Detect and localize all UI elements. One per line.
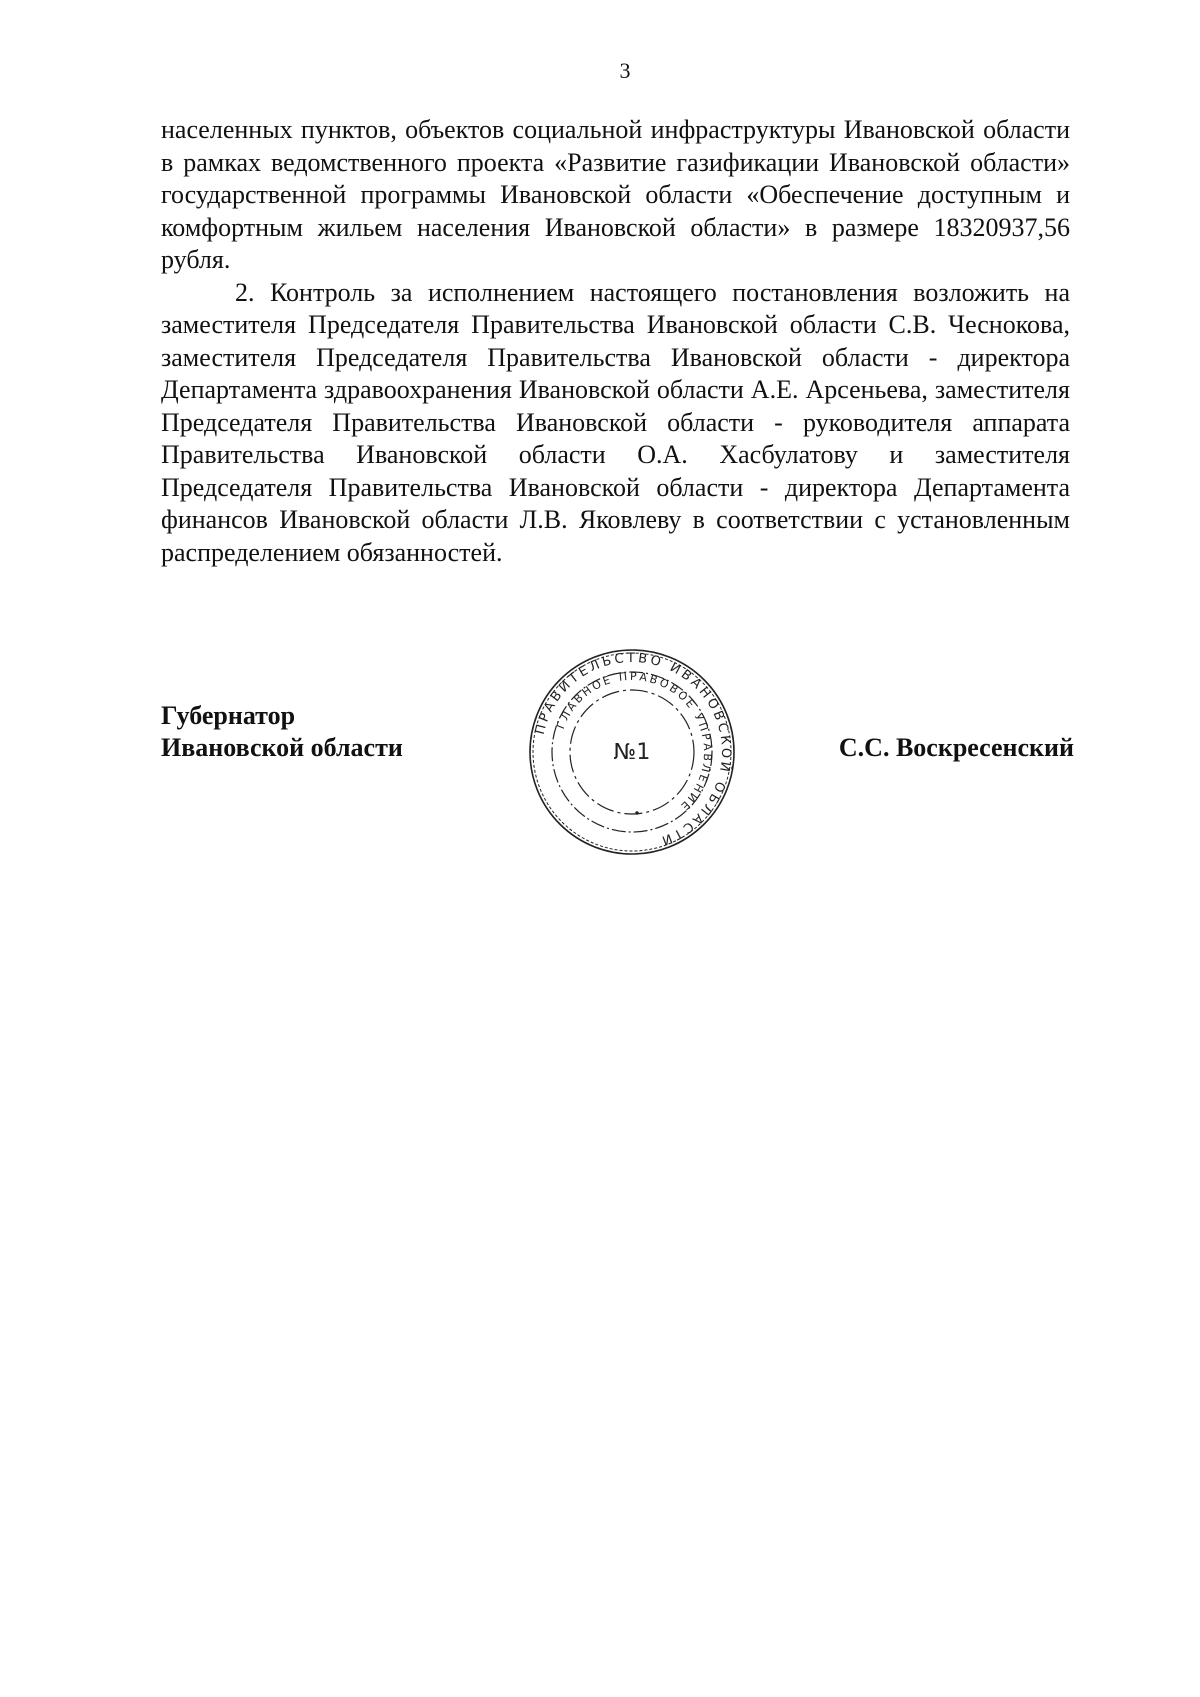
stamp-outer-text: ПРАВИТЕЛЬСТВО ИВАНОВСКОЙ ОБЛАСТИ — [532, 650, 734, 849]
document-body — [161, 114, 1070, 569]
paragraph-continuation: населенных пунктов, объектов социальной инфраструктуры Ивановской области в рамках ведомственного проекта «Развитие газификации Ивановской области» государственной программы Ивановской области «Обеспечение доступным и комфортным жильем населения Ивановской области» в размере 18320937,56 рубля. — [161, 115, 1070, 274]
page-number: 3 — [619, 58, 631, 83]
signature-position-line1: Губернатор — [161, 701, 296, 730]
stamp-seal-icon — [527, 647, 737, 857]
paragraph-control-clause: 2. Контроль за исполнением настоящего постановления возложить на заместителя Председателя Правительства Ивановской области С.В. Чеснокова, заместителя Председателя Правительства Ивановской области - директора Департамента здравоохранения Ивановской области А.Е. Арсеньева, заместителя Председателя Правительства Ивановской области - руководителя аппарата Правительства Ивановской области О.А. Хасбулатову и заместителя Председателя Правительства Ивановской области - директора Департамента финансов Ивановской области Л.В. Яковлеву в соответствии с установленным распределением обязанностей. — [161, 277, 1070, 567]
stamp-number: №1 — [613, 740, 651, 765]
signature-name: С.С. Воскресенский — [838, 733, 1074, 762]
official-stamp — [527, 647, 737, 857]
signature-position — [161, 700, 403, 764]
stamp-inner-text: ГЛАВНОЕ ПРАВОВОЕ УПРАВЛЕНИЕ — [554, 669, 715, 815]
signature-position-line2: Ивановской области — [161, 733, 403, 762]
